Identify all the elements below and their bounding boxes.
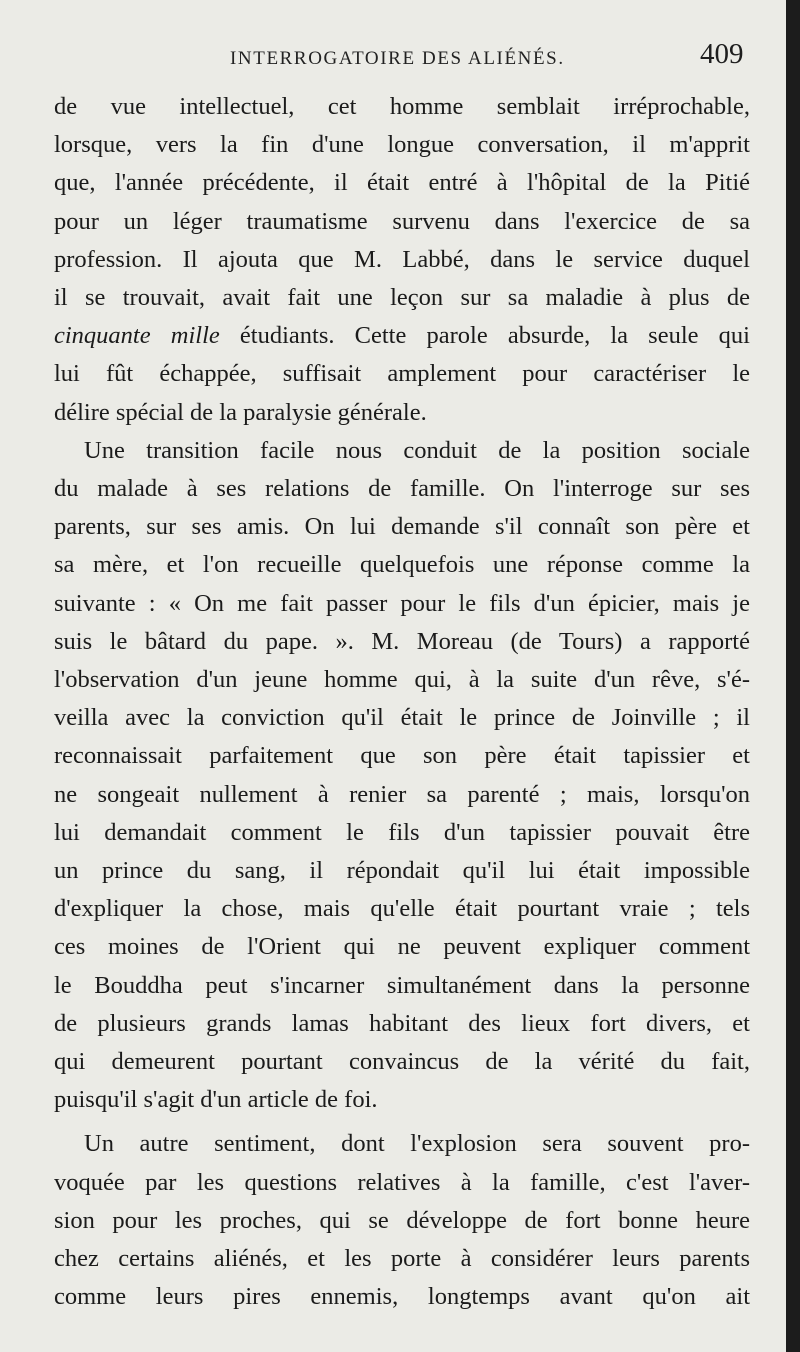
paragraph-2 bbox=[54, 432, 750, 1120]
text-line: veilla avec la conviction qu'il était le prince de Joinville ; il bbox=[54, 704, 750, 732]
text-line-with-italic bbox=[54, 317, 750, 355]
text-line: reconnaissait parfaitement que son père était tapissier et bbox=[54, 742, 750, 770]
text-line: du malade à ses relations de famille. On l'interroge sur ses bbox=[54, 475, 750, 503]
text-line: pour un léger traumatisme survenu dans l'exercice de sa bbox=[54, 207, 750, 235]
text-line: sion pour les proches, qui se développe de fort bonne heure bbox=[54, 1206, 750, 1234]
text-line: comme leurs pires ennemis, longtemps avant qu'on ait bbox=[54, 1283, 750, 1311]
text-line: qui demeurent pourtant convaincus de la vérité du fait, bbox=[54, 1048, 750, 1076]
text-line: Une transition facile nous conduit de la position sociale bbox=[84, 436, 750, 464]
text-line: de vue intellectuel, cet homme semblait irréprochable, bbox=[54, 93, 750, 120]
text-line: ces moines de l'Orient qui ne peuvent expliquer comment bbox=[54, 933, 750, 961]
text-line: lui fût échappée, suffisait amplement pour caractériser le bbox=[54, 360, 750, 388]
text-line: ne songeait nullement à renier sa parenté ; mais, lorsqu'on bbox=[54, 780, 750, 808]
text-line: lui demandait comment le fils d'un tapissier pouvait être bbox=[54, 818, 750, 846]
text-line: sa mère, et l'on recueille quelquefois une réponse comme la bbox=[54, 551, 750, 579]
text-line: suis le bâtard du pape. ». M. Moreau (de Tours) a rapporté bbox=[54, 627, 750, 655]
body-text bbox=[54, 88, 750, 1317]
running-title: INTERROGATOIRE DES ALIÉNÉS. bbox=[230, 48, 565, 69]
paragraph-3 bbox=[54, 1125, 750, 1316]
text-line: voquée par les questions relatives à la famille, c'est l'aver- bbox=[54, 1168, 750, 1196]
text-line: suivante : « On me fait passer pour le fils d'un épicier, mais je bbox=[54, 589, 750, 617]
italic-phrase: cinquante mille bbox=[54, 322, 220, 350]
page-number: 409 bbox=[700, 38, 744, 70]
text-line: Un autre sentiment, dont l'explosion sera souvent pro- bbox=[84, 1130, 750, 1158]
text-line: il se trouvait, avait fait une leçon sur sa maladie à plus de bbox=[54, 284, 750, 312]
text-line: que, l'année précédente, il était entré à l'hôpital de la Pitié bbox=[54, 169, 750, 197]
text-line: d'expliquer la chose, mais qu'elle était pourtant vraie ; tels bbox=[54, 895, 750, 923]
paragraph-1 bbox=[54, 88, 750, 432]
page-header bbox=[0, 38, 786, 82]
text-line: un prince du sang, il répondait qu'il lui était impossible bbox=[54, 857, 750, 885]
text-line: parents, sur ses amis. On lui demande s'il connaît son père et bbox=[54, 513, 750, 541]
scan-edge bbox=[786, 0, 800, 1352]
text-line: chez certains aliénés, et les porte à considérer leurs parents bbox=[54, 1245, 750, 1273]
text-line: profession. Il ajouta que M. Labbé, dans le service duquel bbox=[54, 245, 750, 273]
text-line: le Bouddha peut s'incarner simultanément dans la personne bbox=[54, 971, 750, 999]
text-line: puisqu'il s'agit d'un article de foi. bbox=[54, 1086, 378, 1114]
text-line: de plusieurs grands lamas habitant des lieux fort divers, et bbox=[54, 1009, 750, 1037]
text-line: délire spécial de la paralysie générale. bbox=[54, 398, 427, 426]
text-line-rest: étudiants. Cette parole absurde, la seule qui bbox=[219, 322, 750, 350]
text-line: lorsque, vers la fin d'une longue conversation, il m'apprit bbox=[54, 131, 750, 159]
text-line: l'observation d'un jeune homme qui, à la suite d'un rêve, s'é- bbox=[54, 666, 750, 694]
